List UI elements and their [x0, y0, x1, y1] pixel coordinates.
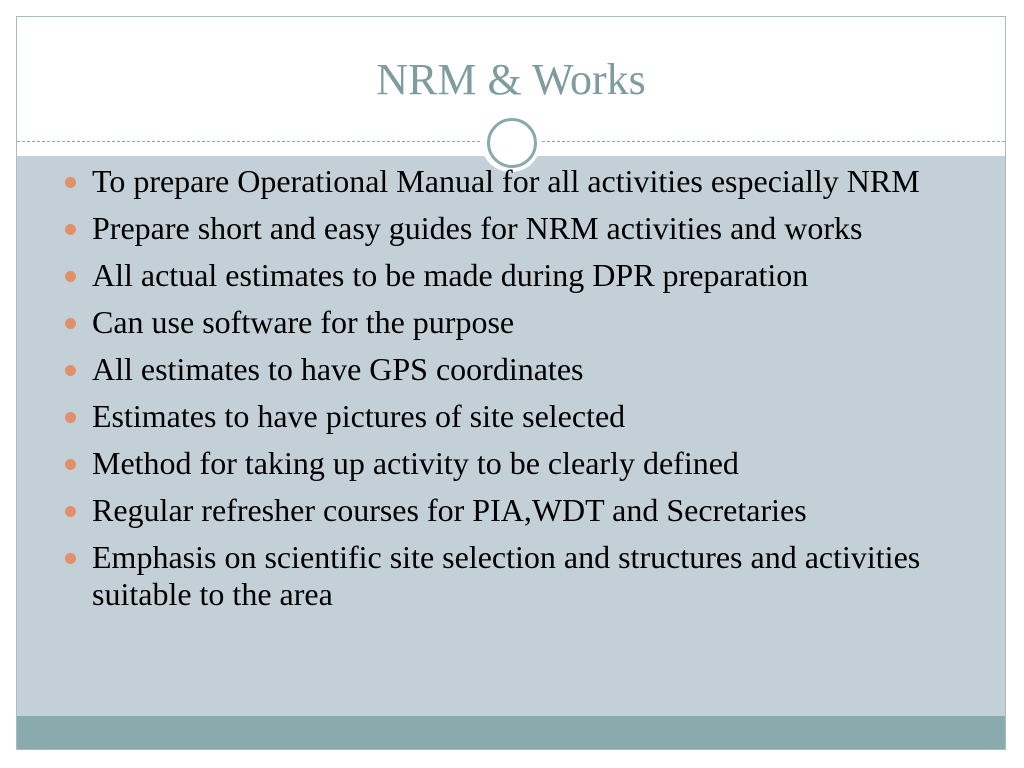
bullet-dot-icon [65, 318, 76, 329]
bullet-list [92, 163, 992, 623]
bullet-item [92, 539, 992, 613]
bullet-dot-icon [65, 553, 76, 564]
bullet-dot-icon [65, 365, 76, 376]
bullet-item [92, 257, 992, 294]
bullet-item [92, 163, 992, 200]
slide-title-text: NRM & Works [376, 55, 646, 104]
bullet-text: All actual estimates to be made during DPR preparation [92, 257, 809, 293]
bullet-item [92, 304, 992, 341]
bullet-text: Can use software for the purpose [92, 304, 515, 340]
bullet-item [92, 445, 992, 482]
bullet-text: Estimates to have pictures of site selected [92, 398, 626, 434]
bullet-dot-icon [65, 506, 76, 517]
bullet-item [92, 492, 992, 529]
bullet-text: Regular refresher courses for PIA,WDT and Secretaries [92, 492, 807, 528]
bullet-dot-icon [65, 459, 76, 470]
bullet-text: Emphasis on scientific site selection and structures and activities suitable to the area [92, 539, 921, 612]
bullet-dot-icon [65, 271, 76, 282]
bullet-text: Prepare short and easy guides for NRM activities and works [92, 210, 863, 246]
bullet-item [92, 351, 992, 388]
bullet-dot-icon [65, 177, 76, 188]
ring-inner [487, 118, 537, 168]
bullet-dot-icon [65, 224, 76, 235]
bullet-item [92, 210, 992, 247]
bullet-text: To prepare Operational Manual for all activities especially NRM [92, 163, 920, 199]
bullet-item [92, 398, 992, 435]
bullet-dot-icon [65, 412, 76, 423]
footer-bar [17, 716, 1005, 749]
bullet-text: All estimates to have GPS coordinates [92, 351, 584, 387]
bullet-text: Method for taking up activity to be clearly defined [92, 445, 739, 481]
